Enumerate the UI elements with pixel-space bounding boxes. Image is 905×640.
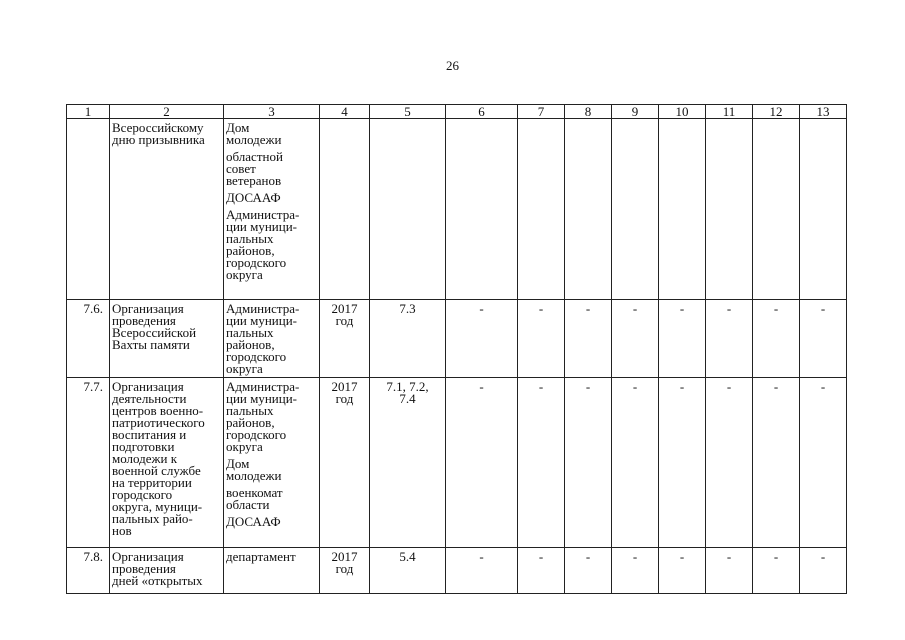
value-cell: -	[753, 548, 800, 594]
year-line: 2017	[331, 379, 358, 394]
executor-line: округа	[226, 361, 263, 376]
value-cell: -	[446, 378, 518, 548]
executor-line: Администра-	[226, 379, 300, 394]
executor-line: молодежи	[226, 132, 282, 147]
value-cell: -	[446, 548, 518, 594]
value-cell: -	[565, 548, 612, 594]
year-line: год	[335, 313, 354, 328]
executor-line: районов,	[226, 415, 275, 430]
value-cell: -	[800, 548, 847, 594]
year-line: 2017	[331, 301, 358, 316]
reference-cell	[370, 119, 446, 300]
value-cell: -	[800, 300, 847, 378]
executor-line: ДОСААФ	[226, 514, 281, 529]
table-row	[67, 378, 847, 548]
measure-name-line: Организация	[112, 301, 184, 316]
executor	[226, 122, 317, 146]
executor	[226, 487, 317, 511]
executor	[226, 192, 317, 204]
value-cell: -	[706, 300, 753, 378]
value-cell	[753, 119, 800, 300]
measure-name-line: деятельности	[112, 391, 187, 406]
executor-line: пальных	[226, 403, 274, 418]
year-line: год	[335, 391, 354, 406]
executor-line: ции муници-	[226, 313, 298, 328]
executor-line: Дом	[226, 120, 250, 135]
measure-name-line: подготовки	[112, 439, 175, 454]
value-cell: -	[800, 378, 847, 548]
executor	[226, 516, 317, 528]
value-cell: -	[518, 548, 565, 594]
measure-name-line: Вахты памяти	[112, 337, 190, 352]
executor-line: молодежи	[226, 468, 282, 483]
table-row	[67, 300, 847, 378]
column-header: 4	[320, 105, 370, 119]
executors-cell	[224, 378, 320, 548]
value-cell	[565, 119, 612, 300]
executor-line: районов,	[226, 337, 275, 352]
page-number: 26	[446, 58, 459, 73]
executor	[226, 551, 317, 563]
measure-name-cell	[110, 378, 224, 548]
measure-name-line: округа, муници-	[112, 499, 203, 514]
executor	[226, 151, 317, 187]
value-cell: -	[565, 300, 612, 378]
measure-name-line: Организация	[112, 549, 184, 564]
executor	[226, 458, 317, 482]
executor-line: ДОСААФ	[226, 190, 281, 205]
column-header: 5	[370, 105, 446, 119]
value-cell	[446, 119, 518, 300]
executor-line: городского	[226, 255, 287, 270]
value-cell: -	[612, 300, 659, 378]
executors-cell	[224, 119, 320, 300]
measure-name-line: патриотического	[112, 415, 205, 430]
reference-cell	[370, 548, 446, 594]
measure-name-line: проведения	[112, 313, 176, 328]
column-header: 11	[706, 105, 753, 119]
value-cell: -	[706, 548, 753, 594]
value-cell: -	[753, 378, 800, 548]
measure-name-line: пальных райо-	[112, 511, 193, 526]
executor-line: областной	[226, 149, 283, 164]
reference-line: 7.1, 7.2,	[386, 379, 429, 394]
executor-line: городского	[226, 427, 287, 442]
value-cell: -	[612, 378, 659, 548]
table-row	[67, 119, 847, 300]
column-header: 1	[67, 105, 110, 119]
reference-cell	[370, 378, 446, 548]
column-header: 9	[612, 105, 659, 119]
measure-name-line: проведения	[112, 561, 176, 576]
measure-name-line: центров военно-	[112, 403, 204, 418]
year-cell	[320, 300, 370, 378]
value-cell	[518, 119, 565, 300]
value-cell	[612, 119, 659, 300]
executor-line: департамент	[226, 549, 296, 564]
executor-line: округа	[226, 267, 263, 282]
executor-line: области	[226, 497, 270, 512]
executor-line: совет	[226, 161, 256, 176]
executor-line: городского	[226, 349, 287, 364]
measure-name-line: Организация	[112, 379, 184, 394]
column-header: 13	[800, 105, 847, 119]
year-cell	[320, 378, 370, 548]
executors-cell	[224, 548, 320, 594]
reference-line: 5.4	[399, 549, 416, 564]
reference-line: 7.4	[399, 391, 416, 406]
measure-name-cell	[110, 548, 224, 594]
measure-name-line: нов	[112, 523, 132, 538]
header-row	[67, 105, 847, 119]
column-header: 3	[224, 105, 320, 119]
value-cell	[659, 119, 706, 300]
executor-line: Администра-	[226, 301, 300, 316]
executor	[226, 209, 317, 281]
year-line: год	[335, 561, 354, 576]
executors-cell	[224, 300, 320, 378]
value-cell: -	[518, 300, 565, 378]
value-cell: -	[565, 378, 612, 548]
executor-line: районов,	[226, 243, 275, 258]
column-header: 10	[659, 105, 706, 119]
measure-name-cell	[110, 300, 224, 378]
executor-line: округа	[226, 439, 263, 454]
year-line: 2017	[331, 549, 358, 564]
year-cell	[320, 119, 370, 300]
column-header: 8	[565, 105, 612, 119]
table-row	[67, 548, 847, 594]
executor-line: ветеранов	[226, 173, 282, 188]
measure-name-line: Всероссийской	[112, 325, 197, 340]
executor	[226, 381, 317, 453]
measure-name-line: воспитания и	[112, 427, 187, 442]
executor-line: ции муници-	[226, 391, 298, 406]
executor-line: пальных	[226, 231, 274, 246]
reference-cell	[370, 300, 446, 378]
executor	[226, 303, 317, 375]
year-cell	[320, 548, 370, 594]
reference-line: 7.3	[399, 301, 416, 316]
value-cell: -	[518, 378, 565, 548]
column-header: 6	[446, 105, 518, 119]
value-cell: -	[659, 300, 706, 378]
column-header: 12	[753, 105, 800, 119]
value-cell: -	[612, 548, 659, 594]
value-cell: -	[659, 548, 706, 594]
executor-line: военкомат	[226, 485, 283, 500]
executor-line: пальных	[226, 325, 274, 340]
value-cell	[800, 119, 847, 300]
item-number-cell: 7.8.	[67, 548, 110, 594]
measure-name-cell	[110, 119, 224, 300]
value-cell: -	[753, 300, 800, 378]
measure-name-line: городского	[112, 487, 173, 502]
value-cell: -	[659, 378, 706, 548]
measure-name-line: на территории	[112, 475, 192, 490]
table-body	[67, 105, 847, 594]
column-header: 2	[110, 105, 224, 119]
measure-name-line: дней «открытых	[112, 573, 203, 588]
value-cell: -	[706, 378, 753, 548]
executor-line: Дом	[226, 456, 250, 471]
measure-name-line: молодежи к	[112, 451, 178, 466]
measure-name-line: дню призывника	[112, 132, 205, 147]
item-number-cell	[67, 119, 110, 300]
measure-name-line: Всероссийскому	[112, 120, 204, 135]
value-cell	[706, 119, 753, 300]
executor-line: ции муници-	[226, 219, 298, 234]
item-number-cell: 7.6.	[67, 300, 110, 378]
item-number-cell: 7.7.	[67, 378, 110, 548]
column-header: 7	[518, 105, 565, 119]
executor-line: Администра-	[226, 207, 300, 222]
measure-name-line: военной службе	[112, 463, 201, 478]
value-cell: -	[446, 300, 518, 378]
plan-table	[66, 104, 847, 594]
